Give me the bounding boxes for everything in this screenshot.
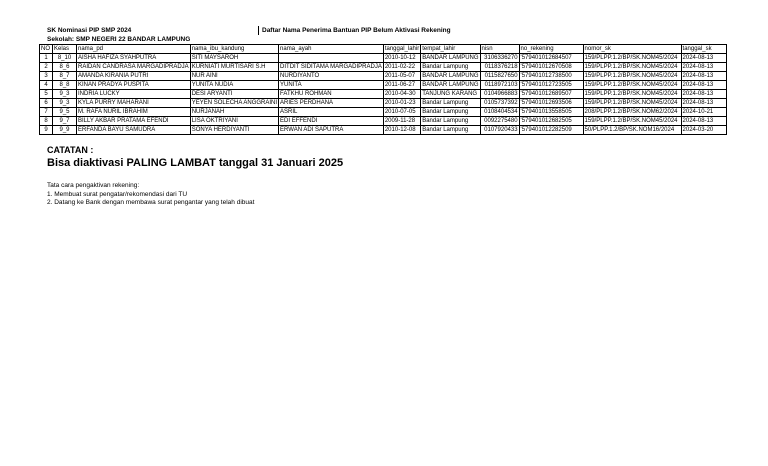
header-row (40, 45, 727, 54)
cell-no_rekening: '579401013558505 (519, 108, 583, 117)
cell-tanggal_sk: 2024-08-13 (681, 63, 726, 72)
sk-title: SK Nominasi PIP SMP 2024 (47, 27, 132, 34)
cell-tempat_lahir: BANDAR LAMPUNG (422, 82, 479, 88)
cell-tempat_lahir: Bandar Lampung (421, 108, 480, 117)
procedure-title: Tata cara pengaktivan rekening: (47, 182, 140, 189)
cell-nomor_sk: 159/PLPP.1.2/BP/SK.NOM45/2024 (583, 90, 681, 99)
cell-no: 7 (40, 108, 53, 117)
table-row (40, 81, 727, 90)
cell-tanggal_lahir: 2010-12-08 (383, 126, 420, 135)
cell-tempat_lahir: BANDAR LAMPUNG (422, 55, 479, 61)
column-header-tempat_lahir: tempat_lahir (421, 45, 480, 54)
cell-tempat_lahir: BANDAR LAMPUNG (422, 73, 479, 79)
cell-nisn: 0108404534 (480, 108, 519, 117)
catatan-label: CATATAN : (47, 145, 94, 155)
cell-tanggal_lahir: 2010-10-12 (383, 54, 420, 63)
cell-nama_pd: BILLY AKBAR PRATAMA EFENDI (77, 117, 191, 126)
cell-nomor_sk: 159/PLPP.1.2/BP/SK.NOM45/2024 (583, 81, 681, 90)
cell-nomor_sk: 159/PLPP.1.2/BP/SK.NOM45/2024 (583, 99, 681, 108)
cell-nomor_sk: 159/PLPP.1.2/BP/SK.NOM45/2024 (583, 63, 681, 72)
cell-nama_pd: KYLA PURRY MAHARANI (77, 99, 191, 108)
column-header-nomor_sk: nomor_sk (583, 45, 681, 54)
cell-tanggal_sk: 2024-08-13 (681, 99, 726, 108)
cell-kelas: 9_3 (53, 90, 77, 99)
cell-nomor_sk: 208/PLPP.1.2/BP/SK.NOM62/2024 (583, 108, 681, 117)
cell-nama_pd: AMANDA KIRANIA PUTRI (77, 72, 191, 81)
cell-no_rekening: '579401012282509 (519, 126, 583, 135)
cell-kelas: 9_9 (53, 126, 77, 135)
cell-tanggal_sk: 2024-08-13 (681, 54, 726, 63)
cell-nomor_sk: 159/PLPP.1.2/BP/SK.NOM45/2024 (583, 54, 681, 63)
deadline-text: Bisa diaktivasi PALING LAMBAT tanggal 31 Januari 2025 (47, 157, 344, 169)
report-title: Daftar Nama Penerima Bantuan PIP Belum Aktivasi Rekening (258, 26, 451, 35)
cell-nomor_sk: 159/PLPP.1.2/BP/SK.NOM45/2024 (583, 117, 681, 126)
cell-tanggal_sk: 2024-03-20 (681, 126, 726, 135)
cell-tanggal_lahir: 2010-01-23 (383, 99, 420, 108)
cell-kelas: 8_10 (53, 54, 77, 63)
cell-no: 3 (40, 72, 53, 81)
table-row (40, 72, 727, 81)
cell-tempat_lahir: TANJUNG KARANG (421, 90, 480, 99)
cell-nama_pd: AISHA HAFIZA SYAHPUTRA (77, 54, 191, 63)
cell-nama_ayah: NURDIYANTO (279, 72, 384, 81)
cell-tanggal_sk: 2024-08-13 (681, 90, 726, 99)
cell-tempat_lahir: Bandar Lampung (421, 117, 480, 126)
cell-nisn: 0105737392 (480, 99, 519, 108)
cell-nisn: 0115827650 (480, 72, 519, 81)
procedure-step-2: 2. Datang ke Bank dengan membawa surat pengantar yang telah dibuat (47, 199, 255, 206)
cell-nama_ayah (279, 54, 384, 63)
cell-no: 2 (40, 63, 53, 72)
cell-tanggal_lahir: 2010-07-05 (383, 108, 420, 117)
column-header-nama_pd: nama_pd (77, 45, 191, 54)
table-body (40, 54, 727, 135)
cell-tanggal_lahir: 2009-11-28 (383, 117, 420, 126)
cell-nama_pd: KINAN PRADYA PUSPITA (77, 81, 191, 90)
cell-nama_ibu_kandung: YUNITA NUDIA (190, 81, 278, 90)
cell-nama_ibu_kandung: SONYA HERDIYANTI (190, 126, 278, 135)
cell-tanggal_sk: 2024-08-13 (681, 72, 726, 81)
column-header-tanggal_lahir: tanggal_lahir (384, 46, 420, 52)
table-row (40, 90, 727, 99)
cell-nama_ibu_kandung: DESI ARYANTI (190, 90, 278, 99)
cell-nama_ayah: FATKHU ROHMAN (279, 90, 384, 99)
table-row (40, 117, 727, 126)
cell-nama_ayah: EDI EFFENDI (279, 117, 384, 126)
cell-nama_ibu_kandung: NURJANAH (190, 108, 278, 117)
cell-tanggal_lahir: 2011-06-27 (383, 81, 420, 90)
table-row (40, 108, 727, 117)
cell-no: 6 (40, 99, 53, 108)
cell-kelas: 8_6 (53, 63, 77, 72)
cell-nama_pd: ERFANDA BAYU SAMUDRA (77, 126, 191, 135)
cell-nisn: 0118376218 (480, 63, 519, 72)
column-header-no_rekening: no_rekening (519, 45, 583, 54)
cell-nama_ibu_kandung: LISA OKTRIYANI (190, 117, 278, 126)
cell-no_rekening: '579401012684507 (519, 54, 583, 63)
column-header-tanggal_sk: tanggal_sk (681, 45, 726, 54)
cell-kelas: 8_7 (53, 72, 77, 81)
cell-tanggal_sk: 2024-08-13 (681, 117, 726, 126)
cell-tempat_lahir: Bandar Lampung (421, 126, 480, 135)
column-header-nama_ayah: nama_ayah (279, 45, 384, 54)
cell-nama_ibu_kandung: KURNIATI MURTISARI S.H (190, 63, 278, 72)
cell-no: 4 (40, 81, 53, 90)
cell-nomor_sk: 159/PLPP.1.2/BP/SK.NOM45/2024 (583, 72, 681, 81)
cell-no_rekening: '579401012738500 (519, 72, 583, 81)
cell-no_rekening: '579401012670508 (519, 63, 583, 72)
cell-no_rekening: '579401012693506 (519, 99, 583, 108)
cell-tanggal_lahir: 2011-02-22 (383, 63, 420, 72)
cell-nama_pd: M. RAFA NURIL IBRAHIM (77, 108, 191, 117)
cell-nama_ayah: ASRIL (279, 108, 384, 117)
cell-nama_ayah: ARIES PERDHANA (279, 99, 384, 108)
cell-nomor_sk: 50/PLPP.1.2/BP/SK.NOM16/2024 (583, 126, 681, 135)
table-row (40, 63, 727, 72)
cell-no: 1 (40, 54, 53, 63)
cell-no_rekening: '579401012723505 (519, 81, 583, 90)
cell-tanggal_lahir: 2011-05-07 (383, 72, 420, 81)
table-row (40, 54, 727, 63)
cell-tempat_lahir: Bandar Lampung (421, 99, 480, 108)
table-row (40, 99, 727, 108)
cell-nama_ayah: DITDIT SIDITAMA MARGADIPRADJA (280, 64, 382, 70)
cell-nama_pd: RAIDAN CANDRASA MARGADIPRADJA (78, 64, 189, 70)
cell-tanggal_sk: 2024-08-13 (681, 81, 726, 90)
cell-no: 9 (40, 126, 53, 135)
cell-nama_ibu_kandung: NUR AINI (190, 72, 278, 81)
cell-no: 5 (40, 90, 53, 99)
cell-nisn: 3106336270 (480, 54, 519, 63)
cell-nisn: 0107920433 (480, 126, 519, 135)
cell-kelas: 9_3 (53, 99, 77, 108)
school-name: Sekolah: SMP NEGERI 22 BANDAR LAMPUNG (47, 36, 191, 43)
cell-no_rekening: '579401012689507 (519, 90, 583, 99)
column-header-kelas: Kelas (53, 45, 77, 54)
column-header-nisn: nisn (480, 45, 519, 54)
table-row (40, 126, 727, 135)
procedure-step-1: 1. Membuat surat pengatar/rekomendasi dari TU (47, 191, 188, 198)
cell-nisn: 0118972103 (480, 81, 519, 90)
recipients-table (39, 44, 727, 135)
table-header (40, 45, 727, 54)
cell-tanggal_sk: 2024-10-21 (681, 108, 726, 117)
cell-nama_pd: INDRIA LUCKY (77, 90, 191, 99)
cell-nisn: 0092275480 (480, 117, 519, 126)
cell-kelas: 9_5 (53, 108, 77, 117)
cell-tempat_lahir: Bandar Lampung (421, 63, 480, 72)
cell-nama_ibu_kandung: SITI MAYSAROH (190, 54, 278, 63)
cell-nama_ayah: YUNITA (279, 81, 384, 90)
cell-no_rekening: '579401012682505 (519, 117, 583, 126)
cell-no: 8 (40, 117, 53, 126)
cell-kelas: 9_7 (53, 117, 77, 126)
cell-nisn: 0104966883 (480, 90, 519, 99)
cell-kelas: 8_8 (53, 81, 77, 90)
cell-nama_ibu_kandung: YEYEN SOLECHA ANGGRAINI (191, 100, 278, 106)
column-header-no: NO (40, 45, 53, 54)
cell-tanggal_lahir: 2010-04-30 (383, 90, 420, 99)
column-header-nama_ibu_kandung: nama_ibu_kandung (190, 45, 278, 54)
cell-nama_ayah: ERWAN ADI SAPUTRA (279, 126, 384, 135)
